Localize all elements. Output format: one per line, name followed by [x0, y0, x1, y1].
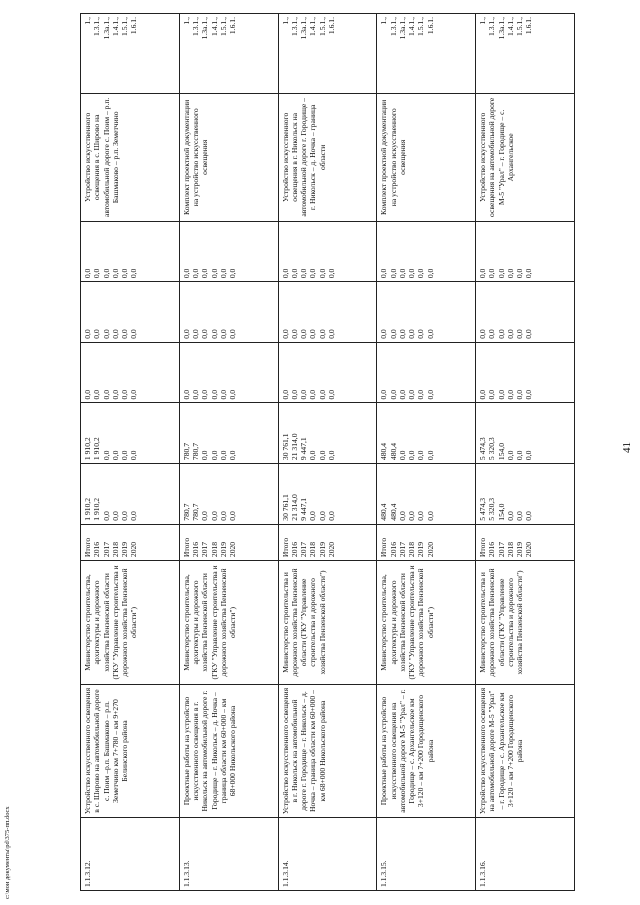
amount-value: 0,0	[425, 450, 435, 461]
amount-value: 0,0	[191, 329, 201, 339]
expected-result: Комплект проектной документации на устройство искусственного освещения	[377, 94, 476, 221]
amount-value: 0,0	[218, 389, 228, 400]
amount-value: 0,0	[505, 268, 515, 279]
activity-name: Проектные работы на устройство искусственного освещения на автомобильной дороге М-5 "Урал" – г. Городище – с. Архангельское км 3+120 – км 7+200 Городищенского района	[377, 684, 476, 817]
amount-value: 0,0	[308, 389, 318, 400]
row-number: 1.1.3.16.	[476, 818, 575, 891]
indicator-code: 1.4.1.,	[505, 17, 515, 36]
amount-value: 5 320,3	[487, 497, 497, 521]
amount-value: 0,0	[407, 268, 417, 279]
indicator-code: 1.5.1.,	[317, 17, 327, 36]
amount-value: 0,0	[299, 329, 309, 339]
amount-value: 0,0	[209, 329, 219, 339]
year-label: 2018	[110, 541, 120, 558]
amount-value: 0,0	[524, 511, 534, 521]
row-number: 1.1.3.14.	[278, 818, 377, 891]
amount-value: 480,4	[388, 442, 398, 461]
indicator-code: 1.,	[280, 17, 290, 25]
amount-value: 0,0	[487, 329, 497, 339]
amount-cell-c1	[278, 403, 377, 464]
amount-value: 0,0	[308, 450, 318, 461]
amount-value: 0,0	[505, 389, 515, 400]
indicator-code: 1.4.1.,	[308, 17, 318, 36]
indicator-code: 1.5.1.,	[416, 17, 426, 36]
indicator-code: 1.3а.1.,	[496, 17, 506, 40]
amount-cell-c2	[278, 342, 377, 403]
amount-value: 1 910,2	[83, 437, 92, 461]
amount-value: 5 474,3	[478, 497, 488, 521]
year-label: 2016	[388, 541, 398, 558]
amount-value: 1 910,2	[83, 497, 92, 521]
amount-value: 0,0	[515, 511, 525, 521]
row-number: 1.1.3.15.	[377, 818, 476, 891]
expected-result: Устройство искусственного освещения в г. Никольск на автомобильной дороге г. Городище – г. Никольск – д. Ночка – граница области	[278, 94, 377, 221]
year-label: 2020	[524, 541, 534, 558]
executor: Министерство строительства, архитектуры и дорожного хозяйства Пензенской области (ГКУ "Управление строительства и дорожного хозяйства Пензенской области")	[179, 561, 278, 685]
year-label: Итого	[280, 537, 290, 558]
year-labels	[476, 524, 575, 560]
amount-value: 0,0	[505, 329, 515, 339]
year-label: 2016	[191, 541, 201, 558]
amount-value: 0,0	[83, 389, 92, 400]
page-number: 41	[621, 442, 633, 453]
amount-value: 0,0	[524, 389, 534, 400]
indicator-code: 1.3а.1.,	[299, 17, 309, 40]
amount-value: 1 910,2	[92, 437, 102, 461]
amount-value: 0,0	[101, 511, 111, 521]
amount-value: 0,0	[524, 450, 534, 461]
indicator-code: 1.3.1.,	[289, 17, 299, 36]
year-label: 2016	[487, 541, 497, 558]
amount-value: 0,0	[92, 268, 102, 279]
amount-value: 0,0	[209, 389, 219, 400]
amount-value: 0,0	[326, 450, 336, 461]
indicator-code: 1.5.1.,	[120, 17, 129, 36]
year-label: 2019	[120, 541, 129, 558]
year-label: 2017	[299, 541, 309, 558]
year-label: 2016	[92, 541, 102, 558]
amount-value: 0,0	[181, 329, 191, 339]
amount-cell-total	[81, 464, 180, 525]
executor: Министерство строительства, архитектуры и дорожного хозяйства Пензенской области (ГКУ "Управление строительства и дорожного хозяйства Пензенской области")	[81, 561, 180, 685]
amount-value: 0,0	[416, 450, 426, 461]
table-row	[278, 14, 377, 891]
year-label: Итого	[379, 537, 389, 558]
amount-value: 780,7	[181, 503, 191, 521]
year-label: 2019	[317, 541, 327, 558]
amount-value: 0,0	[515, 268, 525, 279]
amount-value: 0,0	[308, 329, 318, 339]
footer-path: c:\мои документы\pd\375-пп.docx	[4, 806, 11, 899]
year-label: Итого	[478, 537, 488, 558]
amount-value: 154,0	[496, 442, 506, 461]
amount-value: 0,0	[181, 389, 191, 400]
amount-value: 0,0	[407, 450, 417, 461]
amount-value: 0,0	[478, 268, 488, 279]
amount-cell-total	[179, 464, 278, 525]
amount-value: 21 314,0	[289, 494, 299, 521]
amount-value: 9 447,1	[299, 497, 309, 521]
amount-value: 0,0	[110, 329, 120, 339]
amount-value: 0,0	[209, 511, 219, 521]
amount-value: 0,0	[416, 511, 426, 521]
indicator-links	[81, 14, 180, 94]
amount-cell-c1	[377, 403, 476, 464]
indicator-code: 1.3.1.,	[191, 17, 201, 36]
amount-value: 0,0	[120, 511, 129, 521]
amount-value: 0,0	[515, 450, 525, 461]
amount-cell-c3	[278, 282, 377, 343]
year-labels	[81, 524, 180, 560]
year-label: 2016	[289, 541, 299, 558]
table-body	[81, 14, 575, 891]
year-label: 2019	[218, 541, 228, 558]
amount-value: 0,0	[317, 450, 327, 461]
amount-value: 154,0	[496, 503, 506, 521]
amount-value: 0,0	[388, 389, 398, 400]
amount-value: 0,0	[218, 268, 228, 279]
table-row	[476, 14, 575, 891]
amount-value: 0,0	[228, 511, 238, 521]
amount-value: 780,7	[191, 503, 201, 521]
amount-cell-c3	[476, 282, 575, 343]
amount-value: 0,0	[200, 511, 210, 521]
amount-value: 0,0	[289, 268, 299, 279]
amount-value: 0,0	[83, 268, 92, 279]
amount-value: 0,0	[425, 268, 435, 279]
amount-value: 5 474,3	[478, 437, 488, 461]
amount-value: 0,0	[496, 268, 506, 279]
amount-value: 0,0	[407, 329, 417, 339]
year-label: 2019	[416, 541, 426, 558]
amount-value: 0,0	[397, 511, 407, 521]
indicator-code: 1.4.1.,	[209, 17, 219, 36]
amount-cell-c4	[278, 221, 377, 282]
activity-name: Устройство искусственного освещения в с. Широво на автомобильной дороге с. Поим –р.п. Башмаково – р.п. Земетчино км 7+780 – км 9+270 Белинского района	[81, 684, 180, 817]
year-label: 2020	[425, 541, 435, 558]
row-number: 1.1.3.12.	[81, 818, 180, 891]
indicator-code: 1.6.1.	[425, 17, 435, 35]
amount-cell-c2	[179, 342, 278, 403]
amount-cell-total	[377, 464, 476, 525]
year-label: 2017	[200, 541, 210, 558]
amount-value: 0,0	[416, 268, 426, 279]
indicator-links	[179, 14, 278, 94]
indicator-links	[476, 14, 575, 94]
indicator-code: 1.3а.1.,	[101, 17, 111, 40]
amount-value: 0,0	[101, 268, 111, 279]
amount-value: 0,0	[397, 268, 407, 279]
amount-value: 0,0	[120, 450, 129, 461]
expected-result: Устройство искусственного освещения на автомобильной дороге М-5 "Урал" – г. Городище – с. Архангельское	[476, 94, 575, 221]
year-label: 2019	[515, 541, 525, 558]
indicator-code: 1.6.1.	[129, 17, 139, 35]
indicator-code: 1.5.1.,	[515, 17, 525, 36]
amount-value: 0,0	[209, 268, 219, 279]
indicator-code: 1.3.1.,	[92, 17, 102, 36]
amount-value: 0,0	[496, 329, 506, 339]
year-labels	[179, 524, 278, 560]
amount-value: 0,0	[379, 389, 389, 400]
amount-cell-c3	[377, 282, 476, 343]
year-label: 2018	[209, 541, 219, 558]
indicator-code: 1.6.1.	[326, 17, 336, 35]
amount-value: 0,0	[407, 511, 417, 521]
amount-value: 0,0	[317, 389, 327, 400]
amount-value: 0,0	[120, 268, 129, 279]
amount-cell-c4	[377, 221, 476, 282]
amount-value: 480,4	[379, 442, 389, 461]
indicator-code: 1.6.1.	[524, 17, 534, 35]
amount-value: 0,0	[407, 389, 417, 400]
activity-name: Проектные работы на устройство искусственного освещения в г. Никольск на автомобильной дороге г. Городище – г. Никольск – д. Ночка – граница области км 60+000 – км 68+000 Никольского района	[179, 684, 278, 817]
amount-cell-c2	[476, 342, 575, 403]
amount-value: 0,0	[83, 329, 92, 339]
indicator-code: 1.5.1.,	[218, 17, 228, 36]
amount-cell-c3	[179, 282, 278, 343]
amount-value: 0,0	[129, 389, 139, 400]
year-label: Итого	[83, 537, 92, 558]
amount-value: 5 320,3	[487, 437, 497, 461]
year-label: Итого	[181, 537, 191, 558]
amount-value: 0,0	[228, 329, 238, 339]
amount-value: 780,7	[181, 442, 191, 461]
year-labels	[278, 524, 377, 560]
amount-value: 0,0	[92, 389, 102, 400]
amount-value: 0,0	[280, 268, 290, 279]
amount-value: 0,0	[388, 329, 398, 339]
amount-value: 0,0	[200, 268, 210, 279]
amount-value: 780,7	[191, 442, 201, 461]
amount-value: 0,0	[280, 389, 290, 400]
indicator-code: 1.3а.1.,	[397, 17, 407, 40]
amount-value: 21 314,0	[289, 433, 299, 461]
year-label: 2020	[228, 541, 238, 558]
amount-cell-c4	[81, 221, 180, 282]
amount-value: 0,0	[181, 268, 191, 279]
amount-cell-total	[476, 464, 575, 525]
indicator-code: 1.,	[181, 17, 191, 25]
amount-value: 0,0	[416, 389, 426, 400]
indicator-code: 1.4.1.,	[110, 17, 120, 36]
amount-value: 0,0	[289, 329, 299, 339]
amount-cell-c2	[81, 342, 180, 403]
amount-value: 0,0	[505, 450, 515, 461]
expected-result: Устройство искусственного освещения в с. Широво на автомобильной дороге с. Поим – р.п. Башмаково – р.п. Земетчино	[81, 94, 180, 221]
amount-value: 0,0	[487, 389, 497, 400]
amount-value: 0,0	[191, 268, 201, 279]
amount-value: 0,0	[110, 268, 120, 279]
amount-value: 0,0	[397, 450, 407, 461]
table-row	[81, 14, 180, 891]
amount-value: 0,0	[308, 511, 318, 521]
amount-value: 0,0	[129, 329, 139, 339]
amount-cell-c1	[81, 403, 180, 464]
amount-value: 0,0	[92, 329, 102, 339]
amount-value: 0,0	[397, 329, 407, 339]
amount-value: 0,0	[326, 511, 336, 521]
amount-value: 0,0	[524, 329, 534, 339]
year-labels	[377, 524, 476, 560]
year-label: 2020	[129, 541, 139, 558]
amount-value: 0,0	[388, 268, 398, 279]
activity-name: Устройство искусственного освещения на автомобильной дороге М-5 "Урал" – г. Городище – с. Архангельское км 3+120 – км 7+200 Городищенского района	[476, 684, 575, 817]
executor: Министерство строительства и дорожного хозяйства Пензенской области (ГКУ "Управление строительства и дорожного хозяйства Пензенской области")	[278, 561, 377, 685]
amount-value: 0,0	[478, 329, 488, 339]
amount-value: 0,0	[120, 389, 129, 400]
amount-cell-c4	[476, 221, 575, 282]
amount-value: 0,0	[478, 389, 488, 400]
amount-value: 9 447,1	[299, 437, 309, 461]
amount-value: 0,0	[101, 389, 111, 400]
year-label: 2017	[397, 541, 407, 558]
amount-value: 0,0	[505, 511, 515, 521]
executor: Министерство строительства, архитектуры и дорожного хозяйства Пензенской области (ГКУ "Управление строительства и дорожного хозяйства Пензенской области")	[377, 561, 476, 685]
amount-value: 0,0	[515, 389, 525, 400]
amount-value: 0,0	[228, 389, 238, 400]
row-number: 1.1.3.13.	[179, 818, 278, 891]
amount-value: 1 910,2	[92, 497, 102, 521]
amount-value: 0,0	[129, 450, 139, 461]
amount-cell-c1	[476, 403, 575, 464]
amount-value: 0,0	[200, 389, 210, 400]
indicator-code: 1.,	[379, 17, 389, 25]
amount-value: 0,0	[317, 268, 327, 279]
amount-value: 0,0	[101, 450, 111, 461]
amount-value: 0,0	[379, 329, 389, 339]
indicator-code: 1.3.1.,	[388, 17, 398, 36]
amount-value: 30 761,1	[280, 494, 290, 521]
amount-value: 0,0	[200, 450, 210, 461]
indicator-code: 1.4.1.,	[407, 17, 417, 36]
amount-value: 0,0	[289, 389, 299, 400]
amount-value: 0,0	[110, 511, 120, 521]
program-table	[80, 13, 575, 891]
amount-value: 0,0	[317, 511, 327, 521]
amount-value: 0,0	[416, 329, 426, 339]
table-row	[377, 14, 476, 891]
amount-value: 0,0	[496, 389, 506, 400]
amount-value: 0,0	[280, 329, 290, 339]
amount-value: 0,0	[218, 511, 228, 521]
year-label: 2018	[505, 541, 515, 558]
indicator-code: 1.,	[478, 17, 488, 25]
amount-value: 480,4	[379, 503, 389, 521]
amount-value: 0,0	[299, 389, 309, 400]
amount-value: 0,0	[209, 450, 219, 461]
year-label: 2018	[308, 541, 318, 558]
amount-cell-c4	[179, 221, 278, 282]
amount-value: 480,4	[388, 503, 398, 521]
amount-value: 0,0	[524, 268, 534, 279]
indicator-code: 1.3.1.,	[487, 17, 497, 36]
amount-value: 0,0	[308, 268, 318, 279]
indicator-code: 1.6.1.	[228, 17, 238, 35]
amount-value: 0,0	[101, 329, 111, 339]
amount-cell-c3	[81, 282, 180, 343]
amount-value: 0,0	[218, 450, 228, 461]
amount-value: 0,0	[110, 389, 120, 400]
amount-cell-total	[278, 464, 377, 525]
indicator-links	[377, 14, 476, 94]
executor: Министерство строительства и дорожного хозяйства Пензенской области (ГКУ "Управление строительства и дорожного хозяйства Пензенской области")	[476, 561, 575, 685]
table-row	[179, 14, 278, 891]
amount-value: 0,0	[326, 389, 336, 400]
amount-value: 0,0	[129, 511, 139, 521]
amount-value: 30 761,1	[280, 433, 290, 461]
activity-name: Устройство искусственного освещения в г. Никольск на автомобильной дороге г. Городище – г. Никольск – д. Ночка – граница области км 60+000 – км 68+000 Никольского района	[278, 684, 377, 817]
amount-value: 0,0	[228, 268, 238, 279]
amount-value: 0,0	[218, 329, 228, 339]
amount-value: 0,0	[425, 511, 435, 521]
amount-value: 0,0	[228, 450, 238, 461]
year-label: 2018	[407, 541, 417, 558]
year-label: 2017	[496, 541, 506, 558]
indicator-code: 1.3а.1.,	[200, 17, 210, 40]
amount-value: 0,0	[397, 389, 407, 400]
year-label: 2017	[101, 541, 111, 558]
amount-value: 0,0	[326, 329, 336, 339]
year-label: 2020	[326, 541, 336, 558]
indicator-code: 1.,	[83, 17, 92, 25]
amount-value: 0,0	[326, 268, 336, 279]
indicator-links	[278, 14, 377, 94]
amount-value: 0,0	[425, 389, 435, 400]
amount-value: 0,0	[129, 268, 139, 279]
amount-value: 0,0	[425, 329, 435, 339]
amount-value: 0,0	[299, 268, 309, 279]
amount-value: 0,0	[317, 329, 327, 339]
amount-value: 0,0	[515, 329, 525, 339]
amount-value: 0,0	[191, 389, 201, 400]
amount-value: 0,0	[120, 329, 129, 339]
amount-cell-c1	[179, 403, 278, 464]
amount-cell-c2	[377, 342, 476, 403]
amount-value: 0,0	[200, 329, 210, 339]
amount-value: 0,0	[487, 268, 497, 279]
amount-value: 0,0	[110, 450, 120, 461]
expected-result: Комплект проектной документации на устройство искусственного освещения	[179, 94, 278, 221]
amount-value: 0,0	[379, 268, 389, 279]
